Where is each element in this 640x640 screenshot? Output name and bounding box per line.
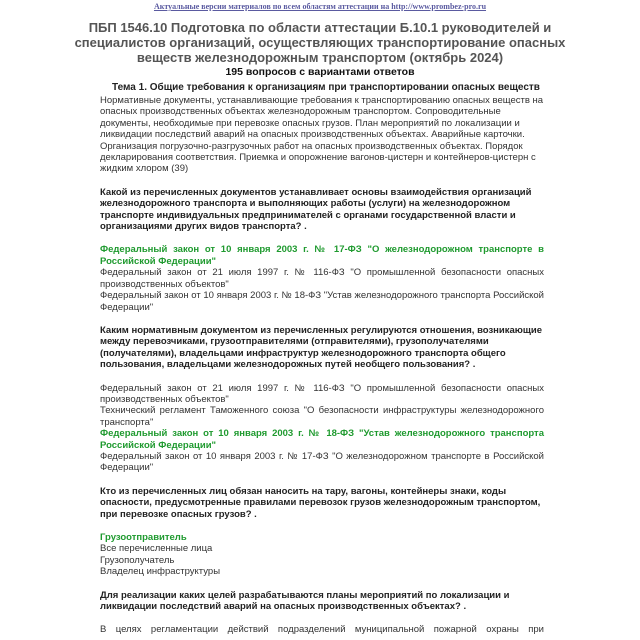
document-content [100,82,544,636]
document-subtitle: 195 вопросов с вариантами ответов [225,66,415,78]
answer-4-1: В целях регламентации действий подразделений муниципальной пожарной охраны при [100,624,544,636]
document-title: ПБП 1546.10 Подготовка по области аттестации Б.10.1 руководителей и специалистов организаций, осуществляющих транспортирование опасных веществ железнодорожным транспортом (октябрь 2024) [74,20,566,65]
answer-2-2: Технический регламент Таможенного союза "О безопасности инфраструктуры железнодорожного транспорта" [100,405,544,428]
answer-1-3: Федеральный закон от 10 января 2003 г. № 18-ФЗ "Устав железнодорожного транспорта Российской Федерации" [100,290,544,313]
question-2: Каким нормативным документом из перечисленных регулируются отношения, возникающие между перевозчиками, грузоотправителями (отправителями), грузополучателями (получателями), владельцами инфраструктур железнодорожного транспорта общего пользования, владельцами железнодорожных путей необщего пользования? . [100,324,543,371]
answer-2-4: Федеральный закон от 10 января 2003 г. № 17-ФЗ "О железнодорожном транспорте в Российской Федерации" [100,450,544,474]
question-1: Какой из перечисленных документов устанавливает основы взаимодействия организаций железнодорожного транспорта и выполняющих работы (услуги) на железнодорожном транспорте индивидуальных предпринимателей с органами государственной власти и организациями других видов транспорта? . [100,186,532,233]
topic-title: Тема 1. Общие требования к организациям при транспортировании опасных веществ [112,82,540,93]
answer-1-1: Федеральный закон от 10 января 2003 г. № 17-ФЗ "О железнодорожном транспорте в Российской Федерации" [100,244,544,267]
question-3: Кто из перечисленных лиц обязан наносить на тару, вагоны, контейнеры знаки, коды опасности, предусмотренные правилами перевозок грузов железнодорожным транспортом, при перевозке опасных грузов? . [100,485,541,520]
answer-2-1: Федеральный закон от 21 июля 1997 г. № 116-ФЗ "О промышленной безопасности опасных производственных объектов" [100,382,544,405]
answer-1-2: Федеральный закон от 21 июля 1997 г. № 116-ФЗ "О промышленной безопасности опасных производственных объектов" [100,267,544,290]
top-note-link[interactable]: Актуальные версии материалов по всем областям аттестации на http://www.prombez-pro.ru [153,2,487,11]
question-4: Для реализации каких целей разрабатываются планы мероприятий по локализации и ликвидации последствий аварий на опасных производственных объектах? . [100,589,510,613]
answer-3-1: Грузоотправитель [100,532,187,543]
answer-3-3: Грузополучатель [100,554,175,566]
answer-3-4: Владелец инфраструктуры [100,566,221,578]
topic-description: Нормативные документы, устанавливающие требования к транспортированию опасных веществ на опасных производственных объектах железнодорожным транспортом. Сопроводительные документы, необходимые при перевозке опасных грузов. План мероприятий по локализации и ликвидации последствий аварий на опасных производственных объектах. Аварийные карточки. Организация погрузочно-разгрузочных работ на опасных производственных объектах. Порядок декларирования соответствия. Приемка и опорожнение вагонов-цистерн и контейнеров-цистерн с жидким хлором (39) [100,95,544,175]
answer-2-3: Федеральный закон от 10 января 2003 г. № 18-ФЗ "Устав железнодорожного транспорта Российской Федерации" [100,428,544,451]
answer-3-2: Все перечисленные лица [100,543,213,555]
